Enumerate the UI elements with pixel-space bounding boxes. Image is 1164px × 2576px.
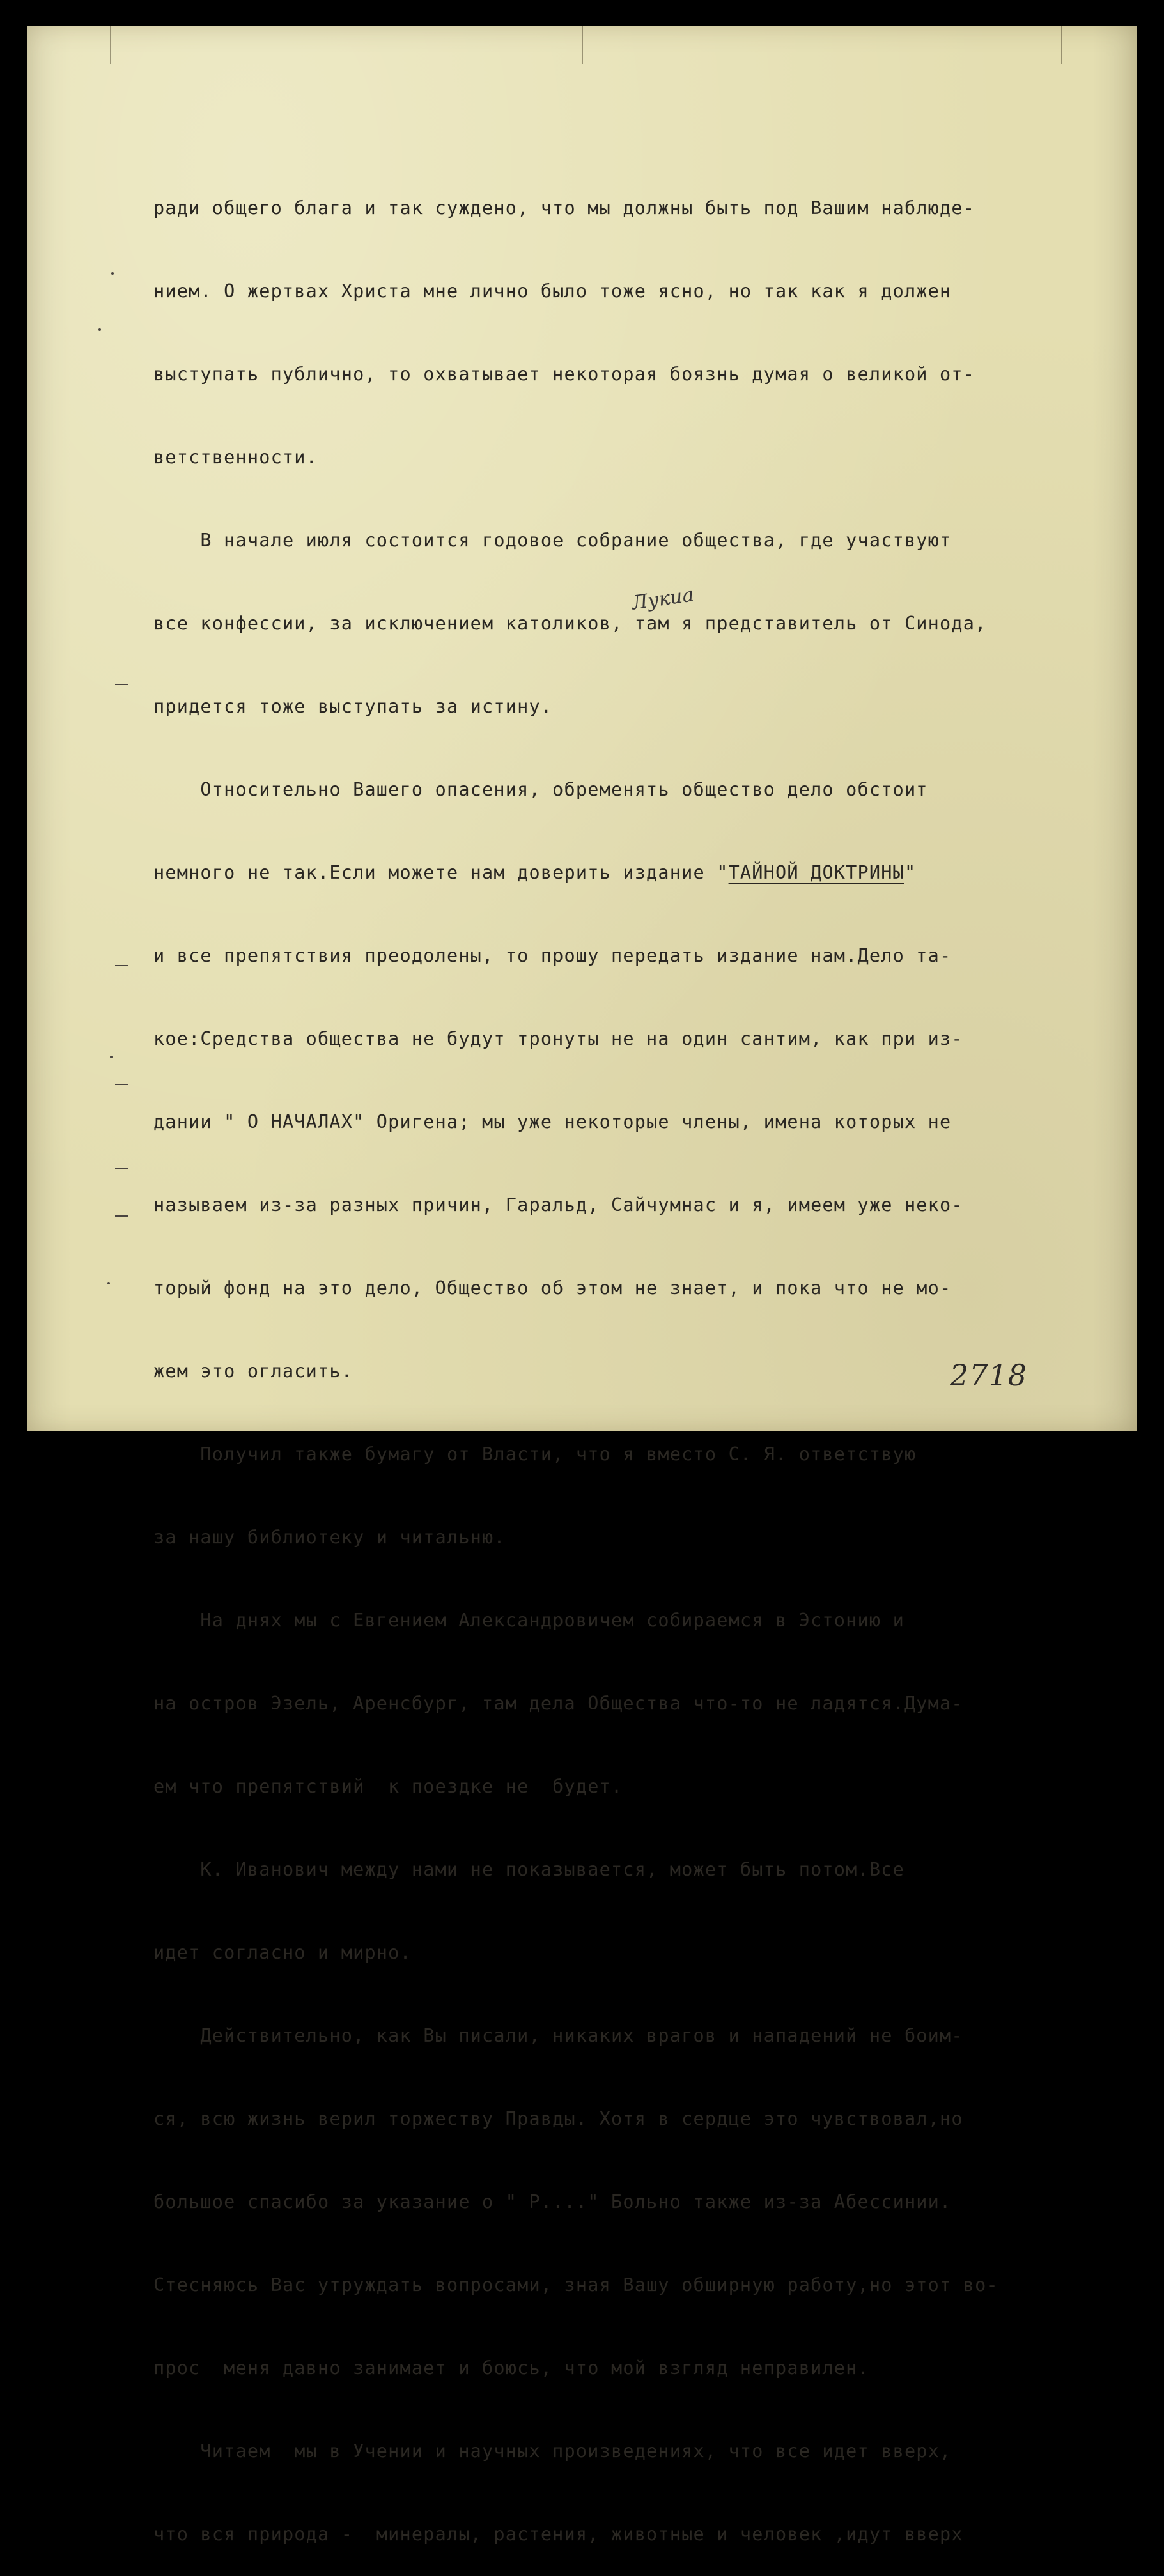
text-line: все конфессии, за исключением католиков, там я представитель от Синода, [153, 613, 987, 634]
text-line: ем что препятствий к поездке не будет. [153, 1776, 623, 1797]
handwritten-correction: Лукиа [630, 583, 695, 615]
text-line: и все препятствия преодолены, то прошу передать издание нам.Дело та- [153, 945, 952, 966]
text-line: выступать публично, то охватывает некоторая боязнь думая о великой от- [153, 364, 975, 385]
text-line: идет согласно и мирно. [153, 1942, 412, 1963]
margin-mark [115, 1084, 128, 1085]
text-line: ся, всю жизнь верил торжеству Правды. Хотя в сердце это чувствовал,но [153, 2108, 963, 2129]
text-line: ветственности. [153, 447, 318, 468]
margin-mark [107, 1282, 110, 1284]
margin-mark [115, 684, 128, 685]
text-line-with-title [153, 852, 1112, 893]
folio-number: 2718 [950, 1358, 1028, 1392]
text-line: Стесняюсь Вас утруждать вопросами, зная Вашу обширную работу,но этот во- [153, 2274, 998, 2295]
text-line: нием. О жертвах Христа мне лично было тоже ясно, но так как я должен [153, 281, 952, 302]
fold-mark-right [1061, 26, 1062, 64]
text-line: Действительно, как Вы писали, никаких врагов и нападений не боим- [153, 2025, 963, 2046]
text-line: придется тоже выступать за истину. [153, 696, 553, 717]
margin-mark [98, 328, 101, 331]
text-line: что вся природа - минералы, растения, животные и человек ,идут вверх [153, 2524, 963, 2545]
margin-mark [110, 1056, 113, 1058]
text-line: Читаем мы в Учении и научных произведениях, что все идет вверх, [153, 2441, 952, 2462]
text-line: В начале июля состоится годовое собрание общества, где участвуют [153, 530, 952, 551]
margin-mark [115, 965, 128, 966]
fold-mark-center [582, 26, 583, 64]
text-line: К. Иванович между нами не показывается, может быть потом.Все [153, 1859, 904, 1880]
text-line: На днях мы с Евгением Александровичем собираемся в Эстонию и [153, 1610, 904, 1631]
book-title-underlined: ТАЙНОЙ ДОКТРИНЫ [728, 862, 904, 883]
text-line: большое спасибо за указание о " Р...." Больно также из-за Абессинии. [153, 2191, 952, 2212]
text-line: на остров Эзель, Аренсбург, там дела Общества что-то не ладятся.Дума- [153, 1693, 963, 1714]
text-line: называем из-за разных причин, Гаральд, Сайчумнас и я, имеем уже неко- [153, 1194, 963, 1215]
margin-mark [111, 272, 114, 275]
fold-mark-left [110, 26, 111, 64]
line-suffix: " [904, 862, 917, 883]
text-line: Относительно Вашего опасения, обременять общество дело обстоит [153, 779, 928, 800]
margin-mark [115, 1215, 128, 1217]
text-line: за нашу библиотеку и читальню. [153, 1527, 506, 1548]
text-line: торый фонд на это дело, Общество об этом не знает, и пока что не мо- [153, 1277, 952, 1299]
text-line: Получил также бумагу от Власти, что я вместо С. Я. ответствую [153, 1444, 917, 1465]
text-line: дании " О НАЧАЛАХ" Оригена; мы уже некоторые члены, имена которых не [153, 1111, 952, 1132]
text-line: ради общего блага и так суждено, что мы должны быть под Вашим наблюде- [153, 197, 975, 219]
margin-mark [115, 1168, 128, 1169]
text-line: жем это огласить. [153, 1361, 353, 1382]
text-line: кое:Средства общества не будут тронуты не на один сантим, как при из- [153, 1028, 963, 1049]
line-prefix: немного не так.Если можете нам доверить издание " [153, 862, 729, 883]
text-line: прос меня давно занимает и боюсь, что мой взгляд неправилен. [153, 2357, 869, 2379]
